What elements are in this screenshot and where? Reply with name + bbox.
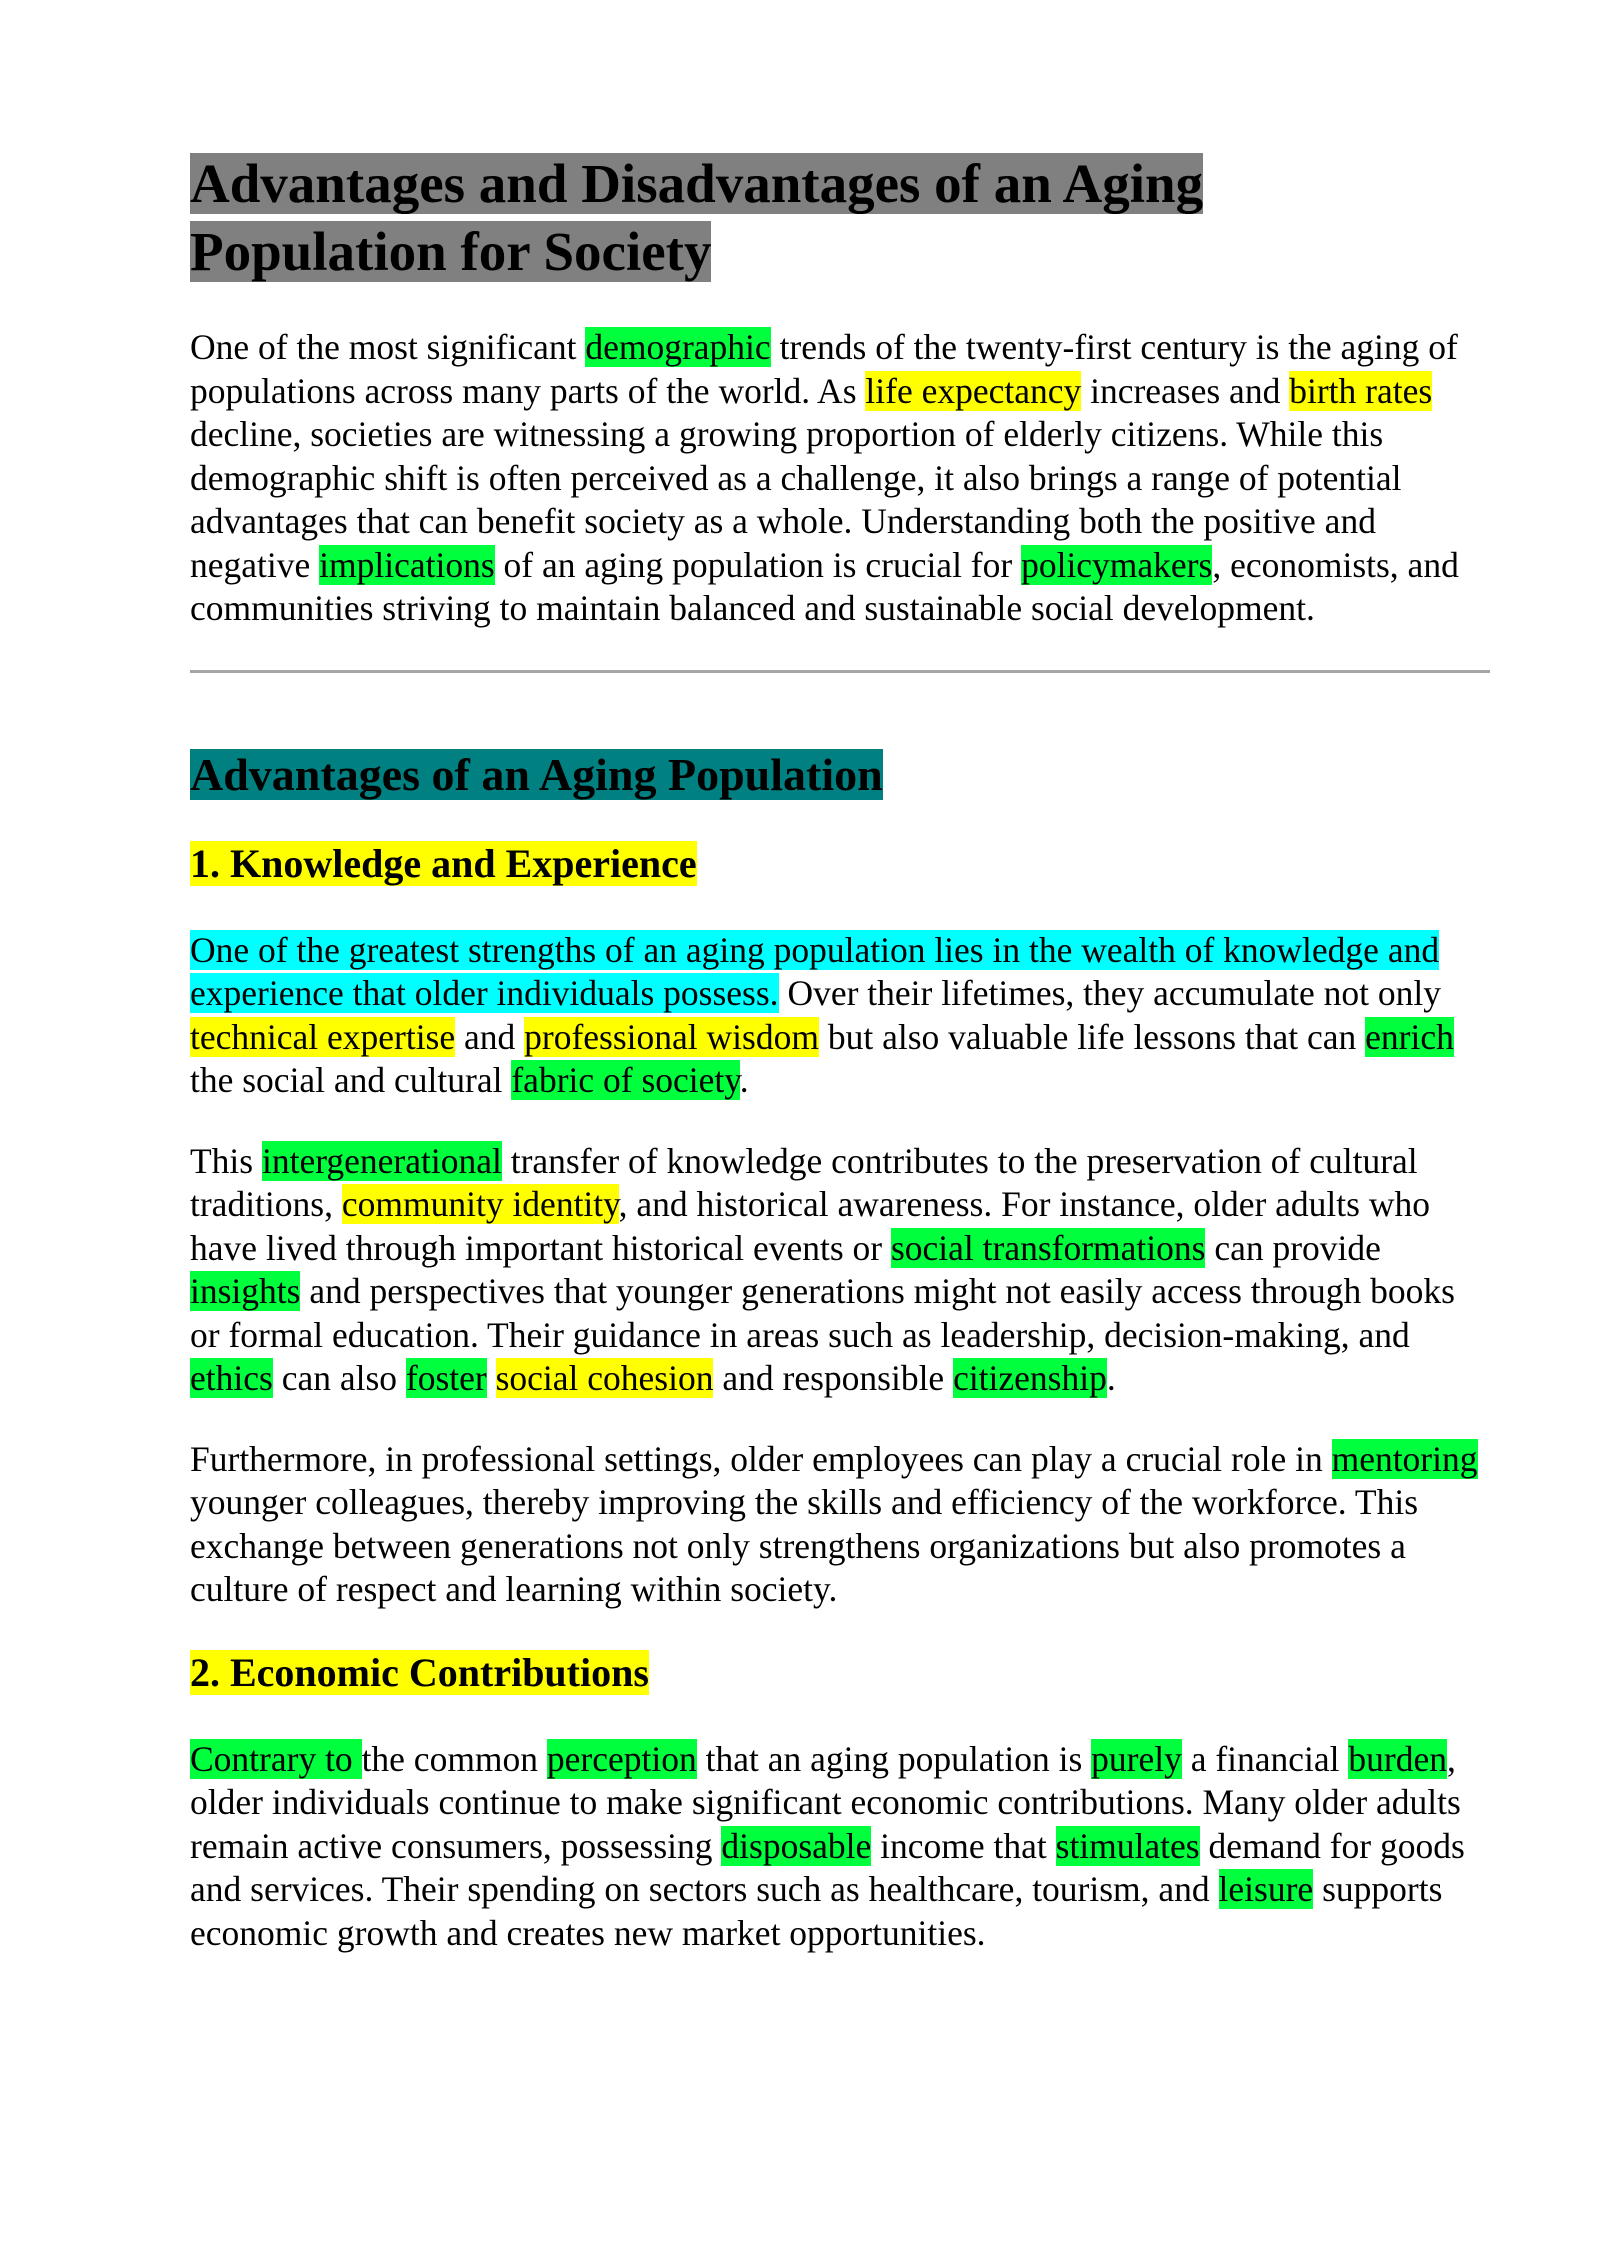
paragraph-text: . (739, 1060, 749, 1100)
intro-text: trends of the twenty-first century is the aging of populations across many parts of the world. As (190, 327, 1458, 411)
paragraph-text: , and historical awareness. For instance, older adults who have lived through important historical events or (190, 1184, 1430, 1268)
subheading-economic-contributions (190, 1648, 1490, 1698)
document-page (190, 150, 1490, 1955)
highlight-disposable: disposable (721, 1825, 872, 1866)
paragraph-text: Furthermore, in professional settings, older employees can play a crucial role in (190, 1438, 1332, 1479)
highlight-foster: foster (405, 1358, 487, 1398)
paragraph-text: and responsible (713, 1358, 954, 1398)
highlight-enrich: enrich (1365, 1016, 1454, 1057)
paragraph-text: the common (361, 1738, 547, 1779)
intro-text: One of the most significant (190, 327, 586, 367)
paragraph-text: demand for goods and services. Their spending on sectors such as healthcare, tourism, and (190, 1825, 1465, 1909)
paragraph-text: Over their lifetimes, they accumulate not only (778, 973, 1442, 1013)
knowledge-paragraph-1 (190, 929, 1490, 1103)
highlight-fabric-of-society: fabric of society (511, 1060, 740, 1100)
subheading-text: 1. Knowledge and Experience (190, 840, 697, 886)
paragraph-text: the social and cultural (190, 1060, 512, 1100)
section-heading-text: Advantages of an Aging Population (190, 748, 883, 800)
paragraph-text (487, 1358, 496, 1398)
paragraph-text: that an aging population is (696, 1738, 1092, 1779)
intro-text: , economists, and communities striving to maintain balanced and sustainable social development. (190, 544, 1459, 628)
knowledge-paragraph-3 (190, 1438, 1490, 1612)
knowledge-paragraph-2 (190, 1140, 1490, 1401)
highlight-citizenship: citizenship (953, 1358, 1107, 1398)
paragraph-text: a financial (1181, 1738, 1349, 1779)
highlight-mentoring: mentoring (1331, 1438, 1478, 1479)
highlight-purely: purely (1091, 1738, 1182, 1779)
highlight-implications: implications (319, 544, 495, 585)
paragraph-text: and (455, 1016, 525, 1057)
paragraph-text: younger colleagues, thereby improving the skills and efficiency of the workforce. This exchange between generations not only strengthens organizations but also promotes a culture of respect and learning within society. (190, 1482, 1419, 1609)
paragraph-text: can also (272, 1358, 406, 1398)
highlight-burden: burden (1348, 1738, 1447, 1779)
highlight-insights: insights (190, 1271, 301, 1311)
highlight-life-expectancy: life expectancy (865, 370, 1082, 411)
intro-text: decline, societies are witnessing a growing proportion of elderly citizens. While this demographic shift is often perceived as a challenge, it also brings a range of potential advantages that can benefit society as a whole. Understanding both the positive and negative (190, 414, 1402, 585)
section-divider (190, 670, 1490, 673)
highlight-professional-wisdom: professional wisdom (524, 1016, 819, 1057)
highlight-ethics: ethics (190, 1358, 273, 1398)
paragraph-text: . (1106, 1358, 1116, 1398)
subheading-text: 2. Economic Contributions (190, 1649, 649, 1695)
paragraph-text: and perspectives that younger generations might not easily access through books or formal education. Their guidance in areas such as leadership, decision-making, and (190, 1271, 1455, 1355)
highlight-stimulates: stimulates (1055, 1825, 1200, 1866)
highlight-community-identity: community identity (341, 1184, 619, 1224)
paragraph-text: transfer of knowledge contributes to the preservation of cultural traditions, (190, 1140, 1418, 1224)
paragraph-text: but also valuable life lessons that can (818, 1016, 1366, 1057)
highlight-key-sentence: One of the greatest strengths of an aging population lies in the wealth of knowledge and experience that older individuals possess. (190, 929, 1440, 1013)
subheading-knowledge-experience (190, 839, 1490, 889)
highlight-intergenerational: intergenerational (262, 1140, 502, 1181)
paragraph-text: can provide (1205, 1227, 1381, 1268)
paragraph-text: income that (871, 1825, 1056, 1866)
intro-text: of an aging population is crucial for (494, 544, 1022, 585)
section-heading-advantages (190, 747, 1490, 803)
document-title-text: Advantages and Disadvantages of an Aging Population for Society (190, 153, 1204, 282)
paragraph-text: , older individuals continue to make significant economic contributions. Many older adults remain active consumers, possessing (190, 1738, 1461, 1866)
highlight-demographic: demographic (585, 327, 771, 367)
highlight-policymakers: policymakers (1021, 544, 1213, 585)
paragraph-text: This (190, 1140, 262, 1181)
highlight-social-cohesion: social cohesion (495, 1358, 714, 1398)
highlight-birth-rates: birth rates (1289, 370, 1433, 411)
intro-paragraph (190, 326, 1490, 631)
highlight-social-transformations: social transformations (890, 1227, 1206, 1268)
highlight-leisure: leisure (1218, 1869, 1314, 1909)
document-title (190, 150, 1340, 286)
highlight-technical-expertise: technical expertise (190, 1016, 456, 1057)
paragraph-text: supports economic growth and creates new market opportunities. (190, 1869, 1443, 1953)
highlight-perception: perception (546, 1738, 697, 1779)
highlight-contrary-to: Contrary to (190, 1738, 362, 1779)
economic-paragraph-1 (190, 1738, 1490, 1956)
intro-text: increases and (1081, 370, 1290, 411)
